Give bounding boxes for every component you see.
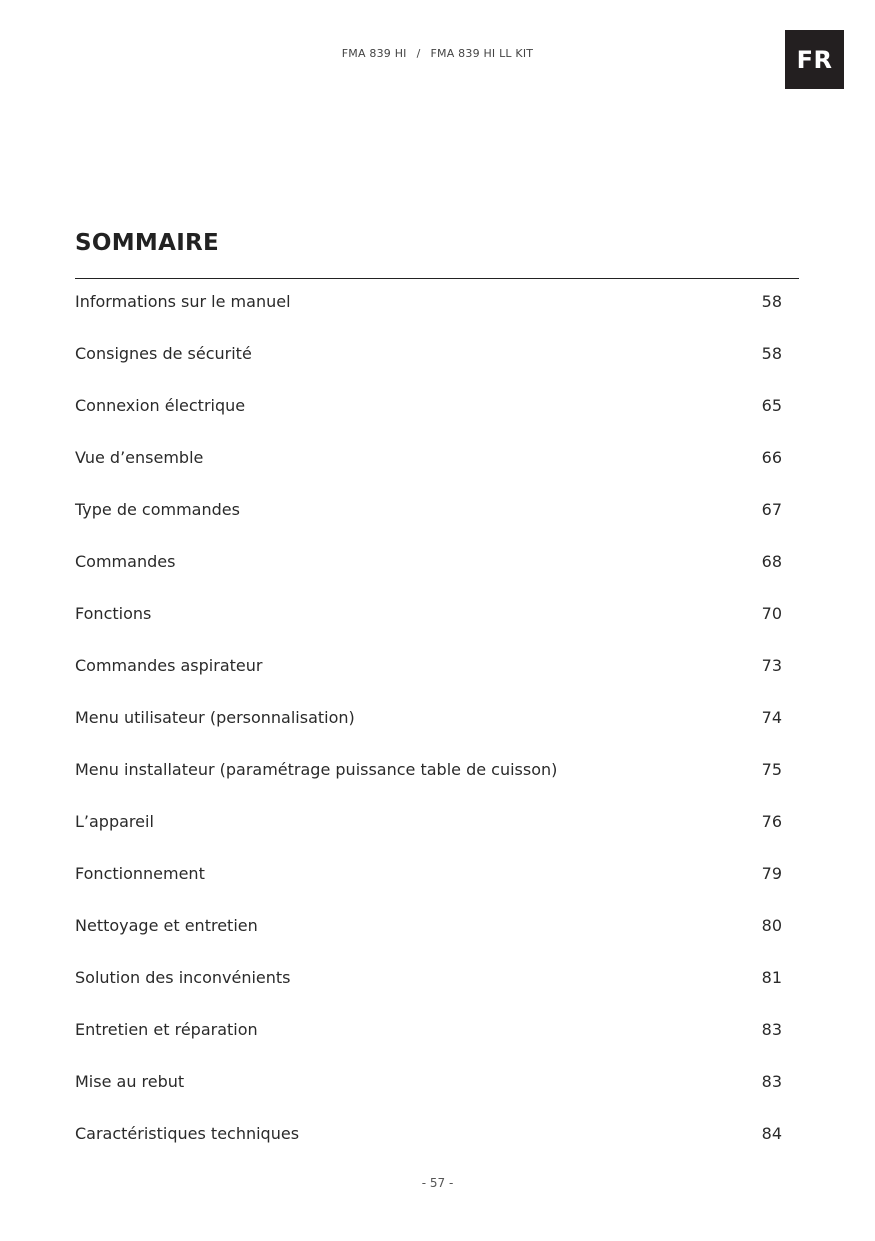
toc-entry-label: Informations sur le manuel [75, 292, 291, 311]
toc-entry-page: 68 [761, 552, 782, 571]
toc-entry-label: Menu utilisateur (personnalisation) [75, 708, 355, 727]
toc-entry-label: Fonctions [75, 604, 152, 623]
toc-entry-label: Entretien et réparation [75, 1020, 258, 1039]
toc-entry[interactable] [75, 799, 799, 851]
toc-entry[interactable] [75, 851, 799, 903]
document-header [0, 47, 875, 60]
toc-entry-label: Commandes [75, 552, 176, 571]
toc-entry[interactable] [75, 539, 799, 591]
toc-entry-page: 70 [761, 604, 782, 623]
toc-entry-label: Type de commandes [75, 500, 240, 519]
toc-entry[interactable] [75, 435, 799, 487]
toc-entry[interactable] [75, 695, 799, 747]
toc-entry-page: 58 [761, 344, 782, 363]
toc-entry-label: Vue d’ensemble [75, 448, 204, 467]
toc-entry[interactable] [75, 331, 799, 383]
toc-entry-page: 83 [761, 1072, 782, 1091]
toc-entry[interactable] [75, 383, 799, 435]
toc-entry[interactable] [75, 591, 799, 643]
toc-entry[interactable] [75, 1059, 799, 1111]
toc-entry-page: 65 [761, 396, 782, 415]
toc-entry-page: 81 [761, 968, 782, 987]
toc-entry-page: 83 [761, 1020, 782, 1039]
toc-entry[interactable] [75, 903, 799, 955]
toc-entry[interactable] [75, 1111, 799, 1163]
toc-entry[interactable] [75, 487, 799, 539]
toc-entry-page: 73 [761, 656, 782, 675]
toc-entry-label: Caractéristiques techniques [75, 1124, 300, 1143]
toc-entry[interactable] [75, 643, 799, 695]
table-of-contents [75, 279, 799, 1163]
toc-entry-label: Consignes de sécurité [75, 344, 252, 363]
toc-entry-label: Fonctionnement [75, 864, 205, 883]
toc-entry[interactable] [75, 279, 799, 331]
toc-entry-page: 76 [761, 812, 782, 831]
toc-entry-label: Connexion électrique [75, 396, 246, 415]
toc-entry[interactable] [75, 955, 799, 1007]
toc-entry-page: 67 [761, 500, 782, 519]
toc-entry-label: Commandes aspirateur [75, 656, 263, 675]
toc-entry-page: 80 [761, 916, 782, 935]
toc-entry-label: L’appareil [75, 812, 154, 831]
toc-entry-page: 66 [761, 448, 782, 467]
toc-entry-page: 84 [761, 1124, 782, 1143]
toc-entry-label: Solution des inconvénients [75, 968, 291, 987]
model-name-2: FMA 839 HI LL KIT [430, 47, 534, 60]
toc-entry-label: Menu installateur (paramétrage puissance table de cuisson) [75, 760, 558, 779]
page-title: SOMMAIRE [75, 230, 220, 256]
toc-entry-page: 58 [761, 292, 782, 311]
toc-entry-label: Mise au rebut [75, 1072, 185, 1091]
toc-entry-page: 75 [761, 760, 782, 779]
toc-entry-page: 79 [761, 864, 782, 883]
header-separator: / [416, 47, 421, 60]
model-name-1: FMA 839 HI [341, 47, 407, 60]
toc-entry[interactable] [75, 1007, 799, 1059]
language-badge: FR [785, 30, 844, 89]
toc-entry-page: 74 [761, 708, 782, 727]
toc-entry-label: Nettoyage et entretien [75, 916, 258, 935]
toc-entry[interactable] [75, 747, 799, 799]
page-number: - 57 - [421, 1176, 454, 1190]
